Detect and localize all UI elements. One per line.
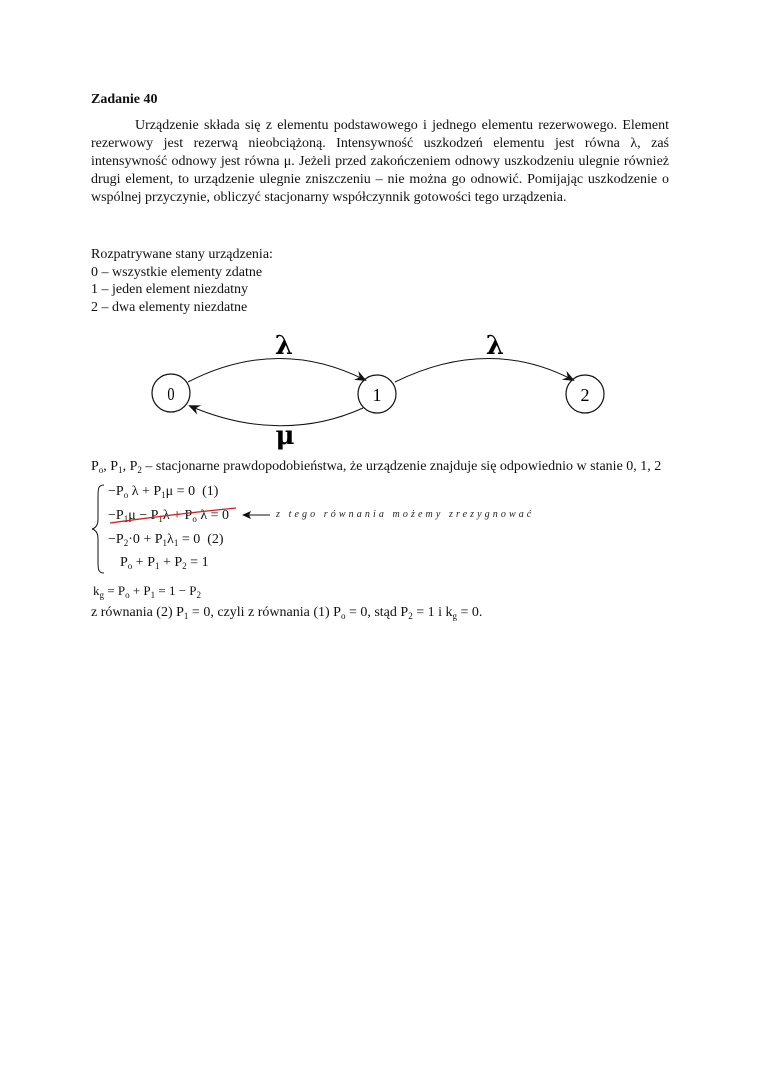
conclusion [91, 605, 482, 621]
equation-3: $-P_2\cdot 0 + P_1\lambda_1 = 0$ (2) [108, 532, 224, 548]
task-title: Zadanie 40 [91, 92, 158, 107]
availability-formula: $k_g = P_o + P_1 = 1 - P_2$ [93, 583, 202, 600]
state-item-1: 1 – jeden element niezdatny [91, 282, 249, 297]
conclusion-part-2: = 0, czyli z równania (1) P [188, 605, 341, 620]
conclusion-start: z równania (2) P [91, 605, 184, 620]
equation-4: $P_o + P_1 + P_2 = 1$ [120, 555, 209, 571]
conclusion-end: = 0. [456, 605, 483, 620]
state-item-2: 2 – dwa elementy niezdatne [91, 299, 248, 315]
equation-3-label: (2) [207, 532, 224, 547]
edge-1-0-label: μ [275, 421, 295, 450]
edge-1-2-label: λ [485, 331, 505, 361]
state-transition-diagram [140, 330, 620, 450]
probabilities-definition: $P_o$, $P_1$, $P_2$ – stacjonarne prawdopodobieństwa, że urządzenie znajduje się odpowiednio w stanie 0, 1, 2 [91, 459, 662, 475]
equation-2-crossed: $-P_1\mu - P_1\lambda + P_o$ λ = 0 [108, 508, 230, 524]
edge-0-1 [188, 359, 365, 383]
p0-symbol: P [91, 459, 99, 474]
p0-subscript: o [98, 465, 104, 475]
conclusion-sub-2: 2 [408, 611, 413, 621]
p2-subscript: 2 [137, 465, 142, 475]
state-node-2-label: 2 [580, 385, 590, 405]
probabilities-text: – stacjonarne prawdopodobieństwa, że urządzenie znajduje się odpowiednio w stanie 0, 1, 2 [141, 459, 662, 474]
crossed-equation-note: z tego równania możemy zrezygnować [276, 509, 535, 520]
states-list [91, 246, 273, 316]
note-arrow [242, 509, 272, 521]
state-item-0: 0 – wszystkie elementy zdatne [91, 264, 263, 280]
state-node-0-label: 0 [167, 383, 175, 405]
equation-system-brace [88, 483, 108, 575]
equation-1: $-P_o$ $\lambda + P_1\mu = 0$ (1) [108, 484, 219, 500]
edge-1-2 [395, 359, 573, 383]
p1-symbol: P [110, 459, 119, 474]
p2-symbol: P [129, 459, 138, 474]
strike-through-line [106, 506, 240, 528]
state-node-1-label: 1 [372, 385, 382, 405]
p1-subscript: 1 [118, 465, 123, 475]
edge-0-1-label: λ [274, 331, 294, 361]
task-description-text: Urządzenie składa się z elementu podstawowego i jednego elementu rezerwowego. Element rezerwowy jest rezerwą nieobciążoną. Intensywność uszkodzeń elementu jest równa λ, zaś intensywność odnowy jest równa μ. Jeżeli przed zakończeniem odnowy uszkodzeniu ulegnie również drugi element, to urządzenie ulegnie zniszczeniu – nie można go odnowić. Pomijając uszkodzenie o wspólnej przyczynie, obliczyć stacjonarny współczynnik gotowości tego urządzenia. [91, 118, 669, 205]
states-heading: Rozpatrywane stany urządzenia: [91, 247, 273, 262]
conclusion-sub-o: o [340, 611, 346, 621]
conclusion-sub-1: 1 [183, 611, 189, 621]
conclusion-part-4: = 0, stąd P [345, 605, 409, 620]
conclusion-sub-g: g [452, 611, 457, 621]
task-description [91, 117, 669, 207]
conclusion-part-6: = 1 i k [412, 605, 453, 620]
equation-1-label: (1) [202, 484, 219, 499]
